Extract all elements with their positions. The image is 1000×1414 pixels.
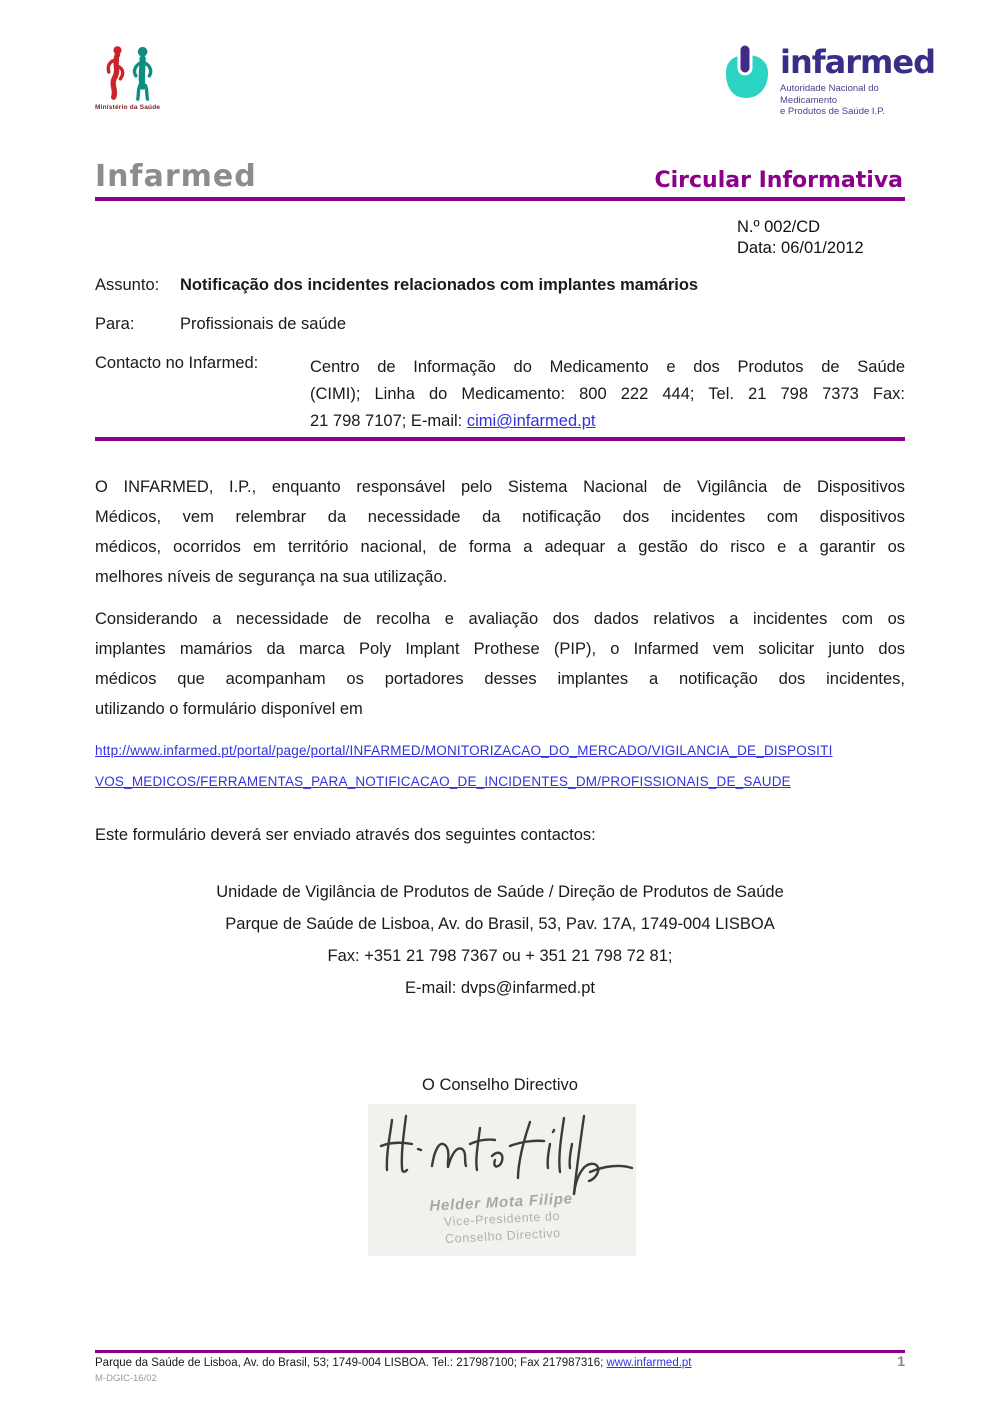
circular-number: N.º 002/CD (737, 218, 821, 236)
stamp-name: Helder Mota Filipe (428, 1190, 574, 1215)
page-number: 1 (897, 1353, 905, 1369)
infarmed-logo-text (772, 42, 935, 118)
paragraph2-line3: médicos que acompanham os portadores desses implantes a notificação dos incidentes, (95, 670, 905, 688)
subject-value: Notificação dos incidentes relacionados com implantes mamários (180, 276, 699, 294)
form-url-line2[interactable]: VOS_MEDICOS/FERRAMENTAS_PARA_NOTIFICACAO_DE_INCIDENTES_DM/PROFISSIONAIS_DE_SAUDE (95, 774, 791, 789)
send-instruction: Este formulário deverá ser enviado através dos seguintes contactos: (95, 826, 596, 844)
contact-label: Contacto no Infarmed: (95, 354, 259, 372)
closing-title: O Conselho Directivo (422, 1076, 578, 1094)
infarmed-tagline-line2: e Produtos de Saúde I.P. (780, 106, 885, 117)
recipient-row (95, 315, 905, 334)
header-divider (95, 197, 905, 201)
footer-divider (95, 1350, 905, 1353)
circular-date: Data: 06/01/2012 (737, 239, 864, 257)
contact-value-line2: (CIMI); Linha do Medicamento: 800 222 444; Tel. 21 798 7373 Fax: (310, 385, 905, 403)
submission-contact-unit: Unidade de Vigilância de Produtos de Saúde / Direção de Produtos de Saúde (216, 883, 784, 901)
submission-contact-block (95, 876, 905, 1004)
ministry-figures-icon (95, 44, 179, 102)
submission-contact-address: Parque de Saúde de Lisboa, Av. do Brasil, 53, Pav. 17A, 1749-004 LISBOA (225, 915, 775, 933)
cimi-email-link[interactable]: cimi@infarmed.pt (466, 412, 596, 430)
body-paragraph-2 (95, 604, 905, 724)
body-paragraph-1 (95, 472, 905, 592)
footer-address (95, 1357, 855, 1369)
document-org-title: Infarmed (95, 159, 257, 194)
recipient-label: Para: (95, 315, 135, 333)
paragraph2-line4: utilizando o formulário disponível em (95, 700, 363, 718)
form-url-line1[interactable]: http://www.infarmed.pt/portal/page/portal/INFARMED/MONITORIZACAO_DO_MERCADO/VIGILANCIA_DE_DISPOSITI (95, 743, 833, 758)
contact-value-line3-text: 21 798 7107; E-mail: (310, 412, 467, 430)
notification-form-url-link[interactable] (95, 735, 907, 797)
submission-contact-email: E-mail: dvps@infarmed.pt (404, 979, 596, 997)
subject-row (95, 276, 905, 295)
ministry-logo-caption: Ministério da Saúde (95, 104, 161, 111)
infarmed-tagline (780, 83, 935, 118)
document-type-title: Circular Informativa (654, 168, 903, 193)
paragraph2-line1: Considerando a necessidade de recolha e avaliação dos dados relativos a incidentes com os (95, 610, 905, 628)
contact-value (310, 354, 905, 435)
submission-contact-fax: Fax: +351 21 798 7367 ou + 351 21 798 72 81; (327, 947, 673, 965)
infarmed-wordmark: infarmed (780, 43, 935, 81)
signature-scan (368, 1104, 636, 1256)
ministry-of-health-logo (95, 44, 179, 111)
section-divider (95, 437, 905, 441)
infarmed-tagline-line1: Autoridade Nacional do Medicamento (780, 83, 879, 106)
paragraph1-line1: O INFARMED, I.P., enquanto responsável pelo Sistema Nacional de Vigilância de Dispositivos (95, 478, 905, 496)
paragraph1-line3: médicos, ocorridos em território nacional, de forma a adequar a gestão do risco e a garantir os (95, 538, 905, 556)
footer-website-link[interactable]: www.infarmed.pt (606, 1357, 692, 1369)
infarmed-mark-icon (722, 42, 772, 104)
recipient-value: Profissionais de saúde (180, 315, 347, 333)
contact-value-line1: Centro de Informação do Medicamento e dos Produtos de Saúde (310, 358, 905, 376)
paragraph2-line2: implantes mamários da marca Poly Implant Prothese (PIP), o Infarmed vem solicitar junto dos (95, 640, 905, 658)
contact-row (95, 354, 905, 435)
footer-doc-code: M-DGIC-16/02 (95, 1373, 157, 1384)
paragraph1-line4: melhores níveis de segurança na sua utilização. (95, 568, 448, 586)
subject-label: Assunto: (95, 276, 160, 294)
document-meta (737, 217, 864, 259)
paragraph1-line2: Médicos, vem relembrar da necessidade da notificação dos incidentes com dispositivos (95, 508, 905, 526)
contact-value-line3 (310, 408, 905, 435)
stamp-role-line1: Vice-Presidente do (443, 1208, 561, 1230)
stamp-role-line2: Conselho Directivo (444, 1225, 562, 1246)
footer-address-text: Parque da Saúde de Lisboa, Av. do Brasil, 53; 1749-004 LISBOA. Tel.: 217987100; Fax 217987316; (95, 1357, 607, 1369)
infarmed-logo (722, 42, 935, 118)
